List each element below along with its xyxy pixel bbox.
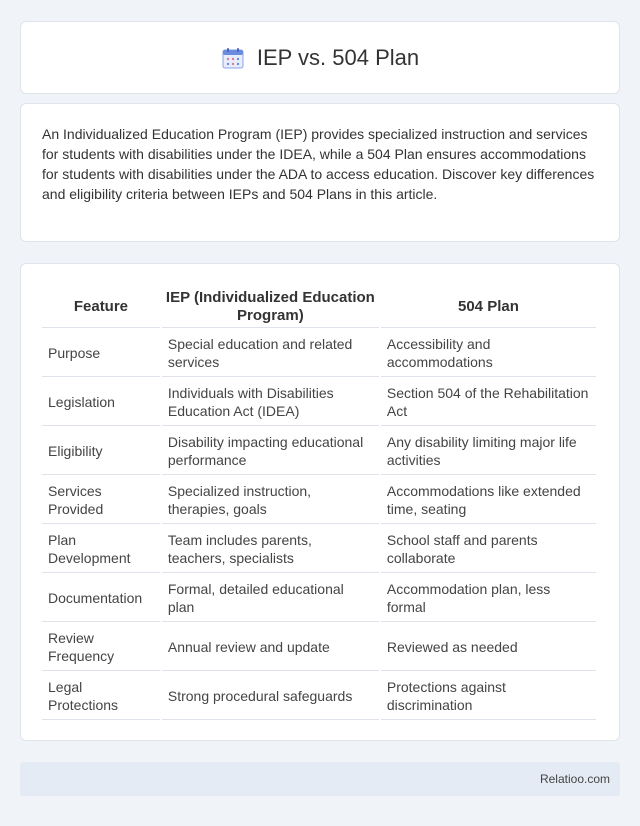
- plan504-cell: Reviewed as needed: [381, 624, 596, 671]
- feature-cell: Review Frequency: [42, 624, 160, 671]
- iep-cell: Specialized instruction, therapies, goals: [162, 477, 379, 524]
- iep-cell: Formal, detailed educational plan: [162, 575, 379, 622]
- title-card: [20, 21, 620, 94]
- feature-cell: Legislation: [42, 379, 160, 426]
- table-row: [42, 575, 596, 622]
- calendar-icon: [221, 46, 245, 70]
- plan504-cell: Protections against discrimination: [381, 673, 596, 720]
- plan504-cell: Accessibility and accommodations: [381, 330, 596, 377]
- plan504-cell: Accommodations like extended time, seating: [381, 477, 596, 524]
- feature-cell: Legal Protections: [42, 673, 160, 720]
- feature-cell: Services Provided: [42, 477, 160, 524]
- table-row: [42, 477, 596, 524]
- plan504-cell: Section 504 of the Rehabilitation Act: [381, 379, 596, 426]
- page-title: IEP vs. 504 Plan: [256, 44, 420, 70]
- header-504: 504 Plan: [381, 286, 596, 328]
- table-row: [42, 673, 596, 720]
- table-row: [42, 428, 596, 475]
- feature-cell: Purpose: [42, 330, 160, 377]
- iep-cell: Individuals with Disabilities Education Act (IDEA): [162, 379, 379, 426]
- plan504-cell: Any disability limiting major life activities: [381, 428, 596, 475]
- feature-cell: Documentation: [42, 575, 160, 622]
- intro-card: [20, 103, 620, 242]
- comparison-table: [40, 284, 598, 722]
- iep-cell: Team includes parents, teachers, specialists: [162, 526, 379, 573]
- iep-cell: Special education and related services: [162, 330, 379, 377]
- plan504-cell: School staff and parents collaborate: [381, 526, 596, 573]
- plan504-cell: Accommodation plan, less formal: [381, 575, 596, 622]
- feature-cell: Eligibility: [42, 428, 160, 475]
- footer: [20, 762, 620, 796]
- table-header-row: [42, 286, 596, 328]
- iep-cell: Disability impacting educational performance: [162, 428, 379, 475]
- table-card: [20, 263, 620, 741]
- header-iep: IEP (Individualized Education Program): [162, 286, 379, 328]
- table-row: [42, 624, 596, 671]
- table-row: [42, 379, 596, 426]
- footer-brand[interactable]: Relatioo.com: [539, 772, 610, 786]
- feature-cell: Plan Development: [42, 526, 160, 573]
- table-row: [42, 526, 596, 573]
- iep-cell: Annual review and update: [162, 624, 379, 671]
- header-feature: Feature: [42, 286, 160, 328]
- table-row: [42, 330, 596, 377]
- iep-cell: Strong procedural safeguards: [162, 673, 379, 720]
- intro-text: An Individualized Education Program (IEP) provides specialized instruction and services for students with disabilities under the IDEA, while a 504 Plan ensures accommodations for students with disabilities under the ADA to access education. Discover key differences and eligibility criteria between IEPs and 504 Plans in this article.: [42, 126, 595, 202]
